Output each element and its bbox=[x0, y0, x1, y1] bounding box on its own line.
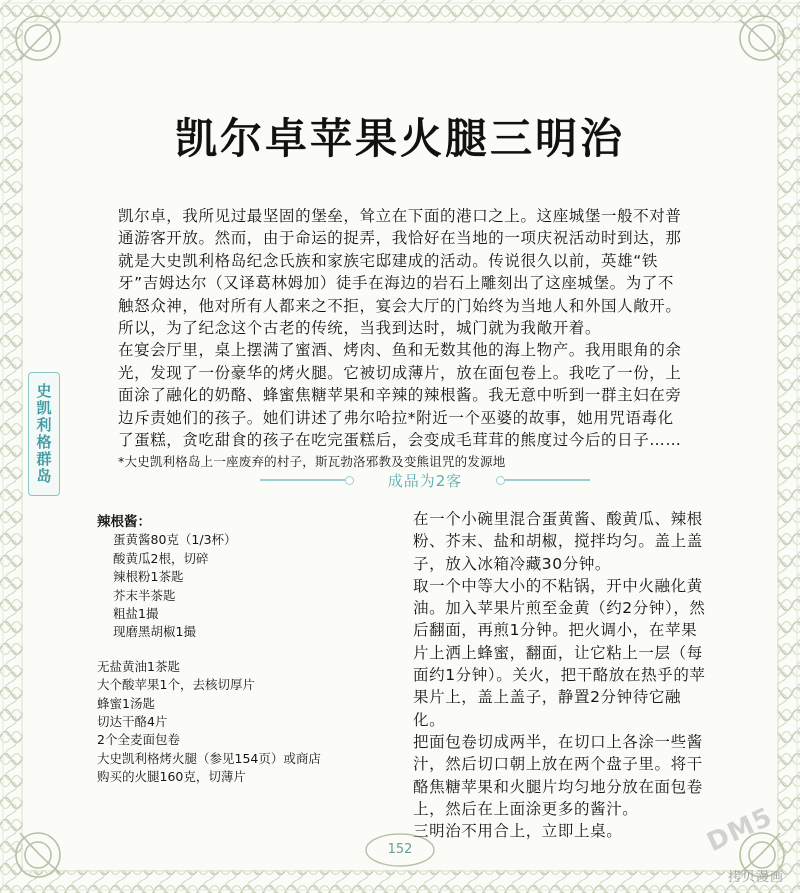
chapter-side-tab bbox=[28, 372, 60, 496]
divider-line bbox=[505, 479, 590, 481]
ingredient-item: 芥末半茶匙 bbox=[113, 587, 176, 603]
ingredients-list bbox=[97, 513, 387, 787]
instruction-step: 取一个中等大小的不粘锅，开中火融化黄油。加入苹果片煎至金黄（约2分钟），然后翻面，再煎1分钟。把火调小，在苹果片上洒上蜂蜜，翻面，让它粘上一层（每面约1分钟）。关火，把干酪放在热乎的苹果片上，盖上盖子，静置2分钟待它融化。 bbox=[413, 576, 706, 729]
ingredient-item: 现磨黑胡椒1撮 bbox=[113, 624, 196, 640]
instructions bbox=[413, 508, 713, 842]
ingredient-item: 切达干酪4片 bbox=[97, 714, 168, 730]
ingredient-item: 2个全麦面包卷 bbox=[97, 732, 180, 748]
recipe-title: 凯尔卓苹果火腿三明治 bbox=[174, 114, 625, 163]
servings-banner bbox=[260, 468, 590, 492]
ingredient-item: 酸黄瓜2根，切碎 bbox=[113, 550, 209, 566]
instruction-step: 把面包卷切成两半，在切口上各涂一些酱汁，然后切口朝上放在两个盘子里。将干酪焦糖苹果和火腿片均匀地分放在面包卷上，然后在上面涂更多的酱汁。 bbox=[413, 732, 703, 818]
ingredient-item: 蛋黄酱80克（1/3杯） bbox=[113, 532, 237, 548]
ingredient-item: 大个酸苹果1个，去核切厚片 bbox=[97, 677, 255, 693]
ingredient-item: 无盐黄油1茶匙 bbox=[97, 658, 180, 674]
dm5-watermark: DM5 bbox=[702, 801, 778, 859]
divider-line bbox=[260, 479, 345, 481]
intro-paragraph: 凯尔卓，我所见过最坚固的堡垒，耸立在下面的港口之上。这座城堡一般不对普通游客开放。然而，由于命运的捉弄，我恰好在当地的一项庆祝活动时到达，那就是大史凯利格岛纪念氏族和家族宅邸建成的活动。传说很久以前，英雄“铁牙”吉姆达尔（又译葛林姆加）徒手在海边的岩石上雕刻出了这座城堡。为了不触怒众神，他对所有人都来之不拒，宴会大厅的门始终为当地人和外国人敞开。所以，为了纪念这个古老的传统，当我到达时，城门就为我敞开着。 bbox=[118, 207, 682, 338]
footnote: *大史凯利格岛上一座废弃的村子，斯瓦勃洛邪教及变熊诅咒的发源地 bbox=[118, 454, 506, 470]
chapter-tab-label: 史凯利格群岛 bbox=[34, 383, 53, 485]
ingredient-item: 粗盐1撮 bbox=[113, 606, 159, 622]
divider-dot bbox=[496, 476, 505, 485]
instruction-step: 在一个小碗里混合蛋黄酱、酸黄瓜、辣根粉、芥末、盐和胡椒，搅拌均匀。盖上盖子，放入冰箱冷藏30分钟。 bbox=[413, 510, 703, 573]
intro-text bbox=[118, 205, 688, 473]
page-number: 152 bbox=[387, 842, 413, 857]
site-watermark-label: 拷贝漫画 bbox=[728, 870, 785, 885]
servings-label: 成品为2客 bbox=[387, 472, 463, 490]
ingredient-item: 辣根粉1茶匙 bbox=[113, 569, 184, 585]
instruction-step: 三明治不用合上，立即上桌。 bbox=[413, 822, 623, 841]
intro-paragraph: 在宴会厅里，桌上摆满了蜜酒、烤肉、鱼和无数其他的海上物产。我用眼角的余光，发现了一份豪华的烤火腿。它被切成薄片，放在面包卷上。我吃了一份，上面涂了融化的奶酪、蜂蜜焦糖苹果和辛辣的辣根酱。我无意中听到一群主妇在旁边斥责她们的孩子。她们讲述了弗尔哈拉*附近一个巫婆的故事，她用咒语毒化了蛋糕，贪吃甜食的孩子在吃完蛋糕后，会变成毛茸茸的熊度过今后的日子…… bbox=[118, 341, 682, 450]
divider-dot bbox=[345, 476, 354, 485]
ingredient-item: 购买的火腿160克，切薄片 bbox=[97, 769, 246, 785]
ingredient-item: 蜂蜜1汤匙 bbox=[97, 695, 155, 711]
sauce-heading: 辣根酱： bbox=[97, 514, 151, 530]
ingredient-item: 大史凯利格烤火腿（参见154页）或商店 bbox=[97, 750, 321, 766]
